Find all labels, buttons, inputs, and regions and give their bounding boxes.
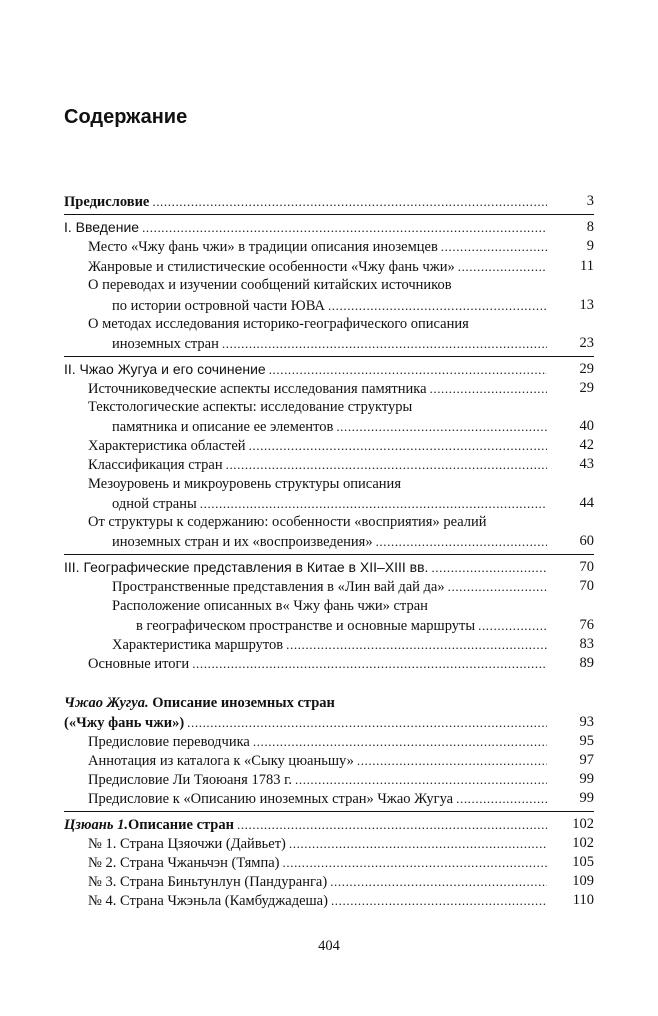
leader-dots (237, 815, 547, 834)
leader-dots (430, 379, 548, 398)
toc-entry-country-1[interactable] (88, 834, 594, 853)
section-divider (64, 356, 594, 357)
toc-page-number: 43 (579, 456, 594, 472)
toc-entry-chapter-2-2[interactable] (112, 417, 594, 436)
toc-page-number: 29 (579, 361, 594, 377)
toc-page-number: 42 (579, 437, 594, 453)
toc-entry-title: № 1. Страна Цзяочжи (Дайвьет) (88, 836, 286, 852)
toc-entry-title: Описание стран (127, 817, 234, 833)
toc-entry-title: одной страны (112, 496, 197, 512)
toc-entry-title: по истории островной части ЮВА (112, 298, 325, 314)
author-name: Чжао Жугуа. (64, 695, 149, 711)
toc-entry-intro-3-first-line: О переводах и изучении сообщений китайских источников (88, 277, 452, 293)
toc-entry-country-2[interactable] (88, 853, 594, 872)
toc-entry-chapter-3-1[interactable] (112, 577, 594, 596)
toc-entry-title: Характеристика маршрутов (112, 637, 284, 653)
toc-entry-title: III. Географические представления в Китае в XII–XIII вв. (64, 559, 429, 575)
leader-dots (458, 257, 547, 276)
leader-dots (200, 494, 547, 513)
toc-entry-preface[interactable] (64, 192, 594, 211)
leader-dots (142, 218, 547, 237)
toc-entry-title: иноземных стран (112, 336, 219, 352)
leader-dots (478, 616, 547, 635)
toc-entry-country-4[interactable] (88, 891, 594, 910)
toc-entry-chapter-2-6-first-line: От структуры к содержанию: особенности «восприятия» реалий (88, 514, 487, 530)
toc-entry-intro[interactable] (64, 218, 594, 237)
leader-dots (152, 192, 547, 211)
leader-dots (187, 713, 547, 732)
leader-dots (295, 770, 547, 789)
toc-entry-chapter-3-2[interactable] (136, 616, 594, 635)
toc-entry-title: Предисловие переводчика (88, 734, 250, 750)
juan-number: Цзюань 1. (64, 817, 128, 833)
toc-entry-title: II. Чжао Жугуа и его сочинение (64, 361, 266, 377)
toc-entry-country-3[interactable] (88, 872, 594, 891)
section-divider (64, 811, 594, 812)
toc-entry-intro-4[interactable] (112, 334, 594, 353)
toc-page-number: 105 (572, 854, 594, 870)
toc-page-number: 44 (579, 495, 594, 511)
toc-entry-intro-2[interactable] (88, 257, 594, 276)
toc-entry-title: Классификация стран (88, 457, 223, 473)
toc-page-number: 83 (579, 636, 594, 652)
leader-dots (283, 853, 547, 872)
leader-dots (336, 417, 547, 436)
leader-dots (376, 532, 547, 551)
toc-entry-li-preface[interactable] (88, 770, 594, 789)
toc-entry-chapter-2-4[interactable] (88, 455, 594, 474)
toc-entry-title: памятника и описание ее элементов (112, 419, 334, 435)
toc-entry-title: № 4. Страна Чжэньла (Камбуджадеша) (88, 893, 328, 909)
toc-page-number: 99 (579, 790, 594, 806)
toc-entry-title: в географическом пространстве и основные маршруты (136, 618, 476, 634)
toc-entry-title: I. Введение (64, 219, 140, 235)
toc-page-number: 40 (579, 418, 594, 434)
toc-entry-chapter-3-3[interactable] (112, 635, 594, 654)
leader-dots (331, 891, 547, 910)
toc-page-number: 3 (586, 193, 594, 209)
toc-entry-title: Источниковедческие аспекты исследования памятника (88, 381, 427, 397)
toc-entry-chapter-2-1[interactable] (88, 379, 594, 398)
toc-page-number: 97 (579, 752, 594, 768)
toc-entry-title: Жанровые и стилистические особенности «Чжу фань чжи» (88, 259, 455, 275)
toc-page-number: 99 (579, 771, 594, 787)
toc-entry-title: иноземных стран и их «воспроизведения» (112, 534, 373, 550)
leader-dots (226, 455, 547, 474)
toc-entry-translator-preface[interactable] (88, 732, 594, 751)
leader-dots (222, 334, 547, 353)
toc-page-number: 70 (579, 578, 594, 594)
toc-entry-translation[interactable] (64, 713, 594, 732)
toc-page-number: 11 (580, 258, 594, 274)
toc-entry-title: Предисловие к «Описанию иноземных стран» Чжао Жугуа (88, 791, 454, 807)
toc-page-number: 23 (579, 335, 594, 351)
toc-entry-title: Характеристика областей (88, 438, 246, 454)
leader-dots (448, 577, 547, 596)
toc-page-number: 102 (572, 816, 594, 832)
toc-entry-chapter-2-2-first-line: Текстологические аспекты: исследование структуры (88, 399, 413, 415)
leader-dots (249, 436, 547, 455)
leader-dots (289, 834, 547, 853)
toc-entry-title: Пространственные представления в «Лин вай дай да» (112, 579, 445, 595)
toc-entry-catalog-annotation[interactable] (88, 751, 594, 770)
toc-entry-intro-4-first-line: О методах исследования историко-географического описания (88, 316, 469, 332)
leader-dots (357, 751, 547, 770)
toc-entry-chapter-2-5[interactable] (112, 494, 594, 513)
section-divider (64, 214, 594, 215)
toc-page-number: 76 (579, 617, 594, 633)
toc-entry-chapter-3-2-first-line: Расположение описанных в« Чжу фань чжи» стран (112, 598, 428, 614)
toc-entry-title: Место «Чжу фань чжи» в традиции описания иноземцев (88, 239, 438, 255)
leader-dots (253, 732, 547, 751)
toc-entry-chapter-3-4[interactable] (88, 654, 594, 673)
leader-dots (456, 789, 547, 808)
toc-page-number: 8 (586, 219, 594, 235)
toc-page-number: 102 (572, 835, 594, 851)
leader-dots (431, 558, 547, 577)
section-divider (64, 554, 594, 555)
toc-entry-chapter-2-6[interactable] (112, 532, 594, 551)
leader-dots (441, 237, 547, 256)
toc-entry-title: № 2. Страна Чжаньчэн (Тямпа) (88, 855, 280, 871)
leader-dots (328, 296, 547, 315)
leader-dots (286, 635, 547, 654)
toc-entry-chapter-2[interactable] (64, 360, 594, 379)
toc-entry-title: Аннотация из каталога к «Сыку цюаньшу» (88, 753, 354, 769)
leader-dots (192, 654, 547, 673)
toc-entry-title: Предисловие Ли Тяоюаня 1783 г. (88, 772, 293, 788)
toc-entry-chapter-2-3[interactable] (88, 436, 594, 455)
toc-page-number: 9 (586, 238, 594, 254)
leader-dots (330, 872, 547, 891)
toc-entry-intro-3[interactable] (112, 296, 594, 315)
toc-page-number: 13 (579, 297, 594, 313)
leader-dots (269, 360, 547, 379)
toc-entry-chapter-2-5-first-line: Мезоуровень и микроуровень структуры описания (88, 476, 401, 492)
toc-entry-title: № 3. Страна Биньтунлун (Пандуранга) (88, 874, 328, 890)
toc-page-number: 93 (579, 714, 594, 730)
toc-page-number: 70 (579, 559, 594, 575)
toc-entry-title: Предисловие (64, 194, 150, 210)
toc-entry-author-preface[interactable] (88, 789, 594, 808)
toc-entry-translation-first-line (64, 694, 335, 713)
toc-page-number: 89 (579, 655, 594, 671)
toc-page-number: 110 (572, 892, 594, 908)
page-number: 404 (318, 938, 340, 954)
toc-entry-title: Основные итоги (88, 656, 190, 672)
toc-entry-chapter-3[interactable] (64, 558, 594, 577)
toc-page-number: 60 (579, 533, 594, 549)
part-title: Описание иноземных стран (148, 695, 335, 711)
toc-page-number: 109 (572, 873, 594, 889)
toc-entry-intro-1[interactable] (88, 237, 594, 256)
toc-entry-juan-1[interactable] (64, 815, 594, 834)
page-title: Содержание (64, 106, 188, 128)
toc-entry-title: («Чжу фань чжи») (64, 715, 185, 731)
toc-page-number: 29 (579, 380, 594, 396)
toc-page-number: 95 (579, 733, 594, 749)
